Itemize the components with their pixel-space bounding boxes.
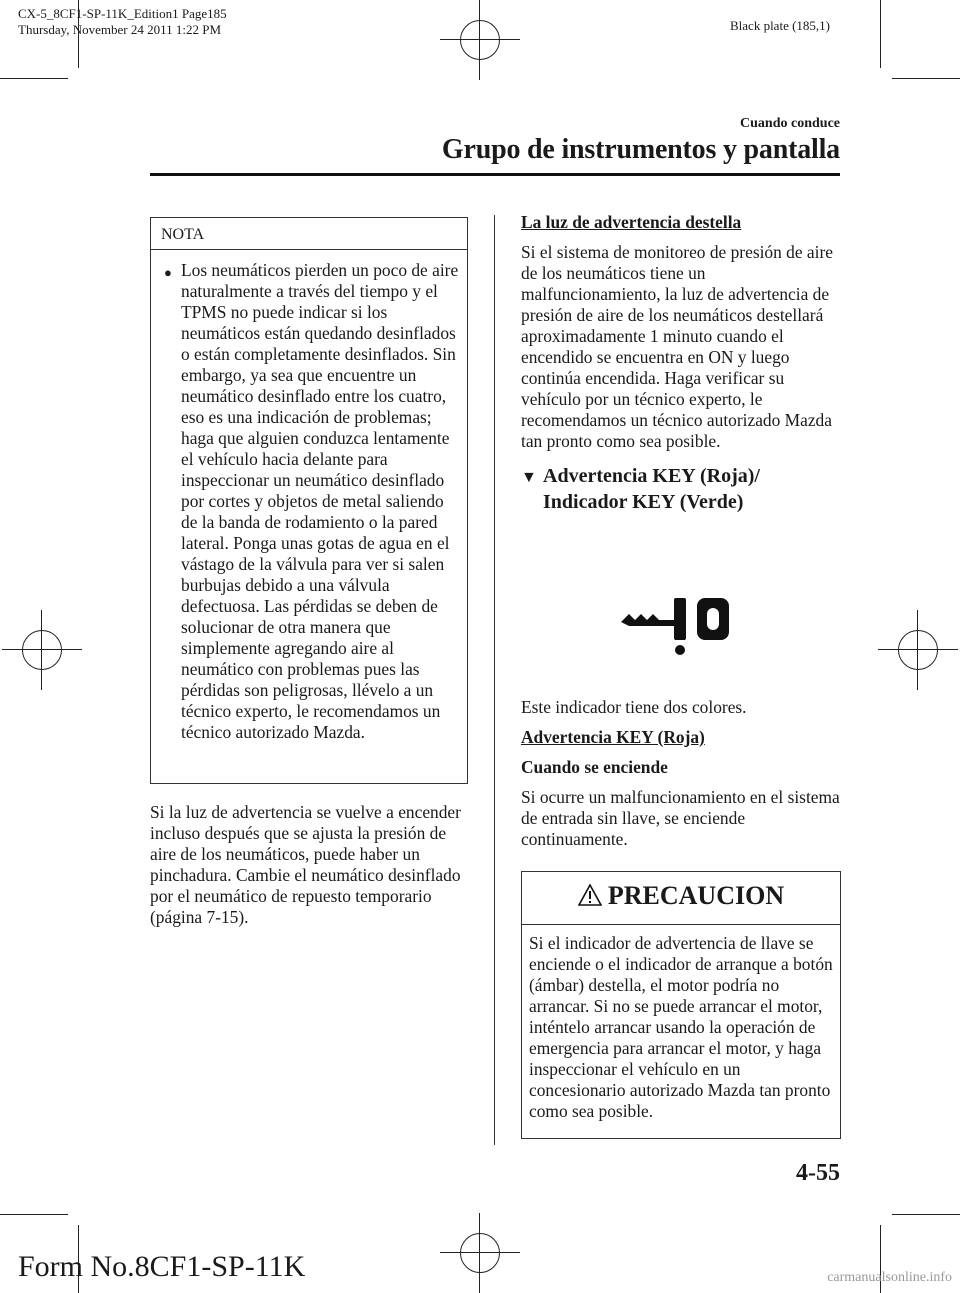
page-number: 4-55 <box>796 1160 840 1186</box>
when-on-heading: Cuando se enciende <box>521 757 668 777</box>
flash-text: Si el sistema de monitoreo de presión de aire de los neumáticos tiene un malfuncionamiento, la luz de advertencia de presión de aire de los neumáticos destellará aproximadamente 1 minuto cuando el encendido se encuentra en ON y luego continúa encendida. Haga verificar su vehículo por un técnico experto, le recomendamos un técnico autorizado Mazda tan pronto como sea posible. <box>521 242 833 451</box>
plate-label: Black plate (185,1) <box>730 18 830 33</box>
crop-mark <box>0 1214 68 1215</box>
crop-mark <box>892 1214 960 1215</box>
red-heading: Advertencia KEY (Roja) <box>521 727 705 747</box>
watermark: carmanualsonline.info <box>827 1270 952 1285</box>
registration-mark-bottom <box>440 1213 520 1293</box>
crop-mark <box>892 78 960 79</box>
note-box <box>150 217 468 784</box>
flash-heading: La luz de advertencia destella <box>521 212 742 232</box>
registration-mark-right <box>878 610 958 690</box>
two-colors-text: Este indicador tiene dos colores. <box>521 697 747 717</box>
header-rule <box>150 173 840 176</box>
note-bullet-text: Los neumáticos pierden un poco de aire naturalmente a través del tiempo y el TPMS no puede indicar si los neumáticos están quedando desinflados o están completamente desinflados. Sin embargo, ya sea que encuentre un neumático desinflado entre los cuatro, eso es una indicación de problemas; haga que alguien conduzca lentamente el vehículo hacia delante para inspeccionar un neumático desinflado por cortes y objetos de metal saliendo de la banda de rodamiento o la pared lateral. Ponga unas gotas de agua en el vástago de la válvula para ver si salen burbujas debido a una válvula defectuosa. Las pérdidas se deben de solucionar de otra manera que simplemente agregando aire al neumático con problemas pues las pérdidas son peligrosas, llévelo a un técnico experto, le recomendamos un técnico autorizado Mazda. <box>181 260 459 742</box>
note-heading: NOTA <box>151 218 467 250</box>
registration-mark-top <box>440 0 520 80</box>
key-heading <box>521 464 841 514</box>
key-heading-line2: Indicador KEY (Verde) <box>543 491 744 513</box>
note-body <box>151 250 467 743</box>
bullet-icon: ● <box>164 265 172 280</box>
print-meta-line2: Thursday, November 24 2011 1:22 PM <box>18 22 222 37</box>
print-meta <box>18 6 227 38</box>
print-meta-line1: CX-5_8CF1-SP-11K_Edition1 Page185 <box>18 6 227 21</box>
warning-triangle-icon <box>578 884 602 906</box>
when-on-text: Si ocurre un malfuncionamiento en el sistema de entrada sin llave, se enciende continuamente. <box>521 787 840 849</box>
caution-text: Si el indicador de advertencia de llave se enciende o el indicador de arranque a botón (ámbar) destella, el motor podría no arrancar. Si no se puede arrancar el motor, inténtelo arrancar usando la operación de emergencia para arrancar el motor, y haga inspeccionar el vehículo en un concesionario autorizado Mazda tan pronto como sea posible. <box>529 933 833 1121</box>
key-heading-line1: Advertencia KEY (Roja)/ <box>543 465 760 487</box>
crop-mark <box>0 78 68 79</box>
registration-mark-left <box>2 610 82 690</box>
caution-heading <box>522 872 840 925</box>
caution-heading-text: PRECAUCION <box>607 881 785 910</box>
caution-box <box>521 871 841 1139</box>
triangle-down-icon: ▼ <box>521 469 537 486</box>
form-number: Form No.8CF1-SP-11K <box>18 1250 306 1283</box>
left-paragraph: Si la luz de advertencia se vuelve a encender incluso después que se ajusta la presión de aire de los neumáticos, puede haber un pinchadura. Cambie el neumático desinflado por el neumático de repuesto temporario (página 7-15). <box>150 802 461 927</box>
right-lower <box>521 697 841 859</box>
chapter-label: Cuando conduce <box>740 116 840 131</box>
right-column <box>521 212 841 514</box>
crop-mark <box>880 0 881 68</box>
key-warning-icon <box>619 590 729 660</box>
column-divider <box>494 215 495 1145</box>
section-title: Grupo de instrumentos y pantalla <box>441 134 840 165</box>
